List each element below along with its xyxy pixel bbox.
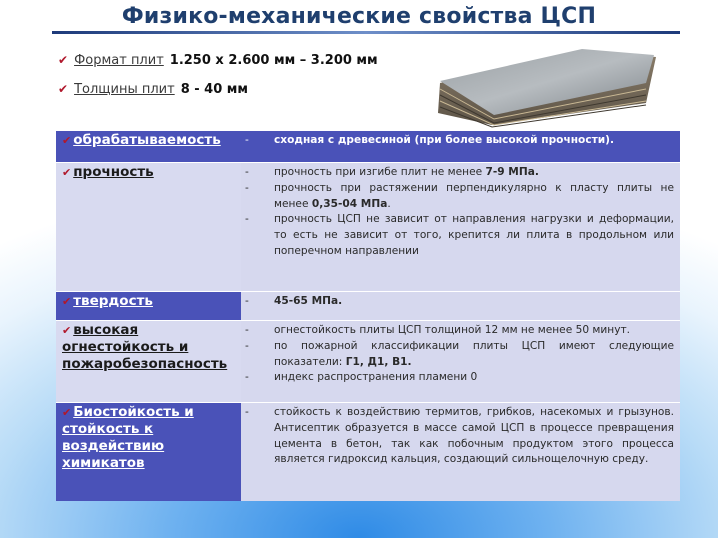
spec-value: 1.250 х 2.600 мм – 3.200 мм [169, 53, 378, 68]
property-name: ✔ Биостойкость и стойкость к воздействию химикатов [56, 403, 241, 501]
property-name: ✔ обрабатываемость [56, 131, 241, 162]
spec-label: Толщины плит [74, 82, 175, 97]
property-item: - сходная с древесиной (при более высокой прочности). [245, 134, 615, 146]
properties-table [56, 131, 680, 500]
property-item: - прочность при изгибе плит не менее 7-9 МПа. [245, 166, 539, 178]
property-row [56, 402, 680, 501]
property-item: - огнестойкость плиты ЦСП толщиной 12 мм не менее 50 минут. [245, 324, 631, 336]
property-row [56, 162, 680, 292]
property-description [241, 403, 680, 501]
property-name: ✔ высокая огнестойкость и пожаробезопасность [56, 321, 241, 403]
checkmark-icon: ✔ [58, 82, 69, 96]
property-row [56, 291, 680, 321]
checkmark-icon: ✔ [62, 295, 72, 308]
spec-thickness [58, 82, 248, 97]
spec-format [58, 53, 378, 68]
property-description [241, 131, 680, 162]
property-item: - по пожарной классификации плиты ЦСП имеют следующие показатели: Г1, Д1, В1. [245, 339, 674, 368]
property-name: ✔ твердость [56, 292, 241, 321]
property-description [241, 292, 680, 321]
property-item: - 45-65 МПа. [245, 295, 343, 307]
checkmark-icon: ✔ [62, 406, 72, 419]
checkmark-icon: ✔ [62, 134, 72, 147]
spec-value: 8 - 40 мм [180, 82, 249, 97]
checkmark-icon: ✔ [58, 53, 69, 67]
checkmark-icon: ✔ [62, 324, 72, 337]
property-item: - прочность при растяжении перпендикулярно к пласту плиты не менее 0,35-04 МПа. [245, 181, 674, 210]
product-photo [432, 43, 660, 131]
property-item: - стойкость к воздействию термитов, грибков, насекомых и грызунов. Антисептик образуется в массе самой ЦСП в процессе превращения цемента в бетон, так как побочным продуктом этого процесса является гидроксид кальция, создающий сильнощелочную среду. [245, 406, 674, 466]
property-row [56, 320, 680, 403]
property-description [241, 163, 680, 292]
property-row [56, 131, 680, 162]
checkmark-icon: ✔ [62, 166, 72, 179]
property-item: - индекс распространения пламени 0 [245, 371, 478, 384]
title-underline [52, 31, 680, 34]
property-name: ✔ прочность [56, 163, 241, 292]
property-description [241, 321, 680, 403]
property-item: - прочность ЦСП не зависит от направления нагрузки и деформации, то есть не зависит от того, крепится ли плита в продольном или поперечном направлении [245, 213, 674, 257]
spec-label: Формат плит [74, 53, 164, 68]
page-title: Физико-механические свойства ЦСП [121, 4, 597, 29]
